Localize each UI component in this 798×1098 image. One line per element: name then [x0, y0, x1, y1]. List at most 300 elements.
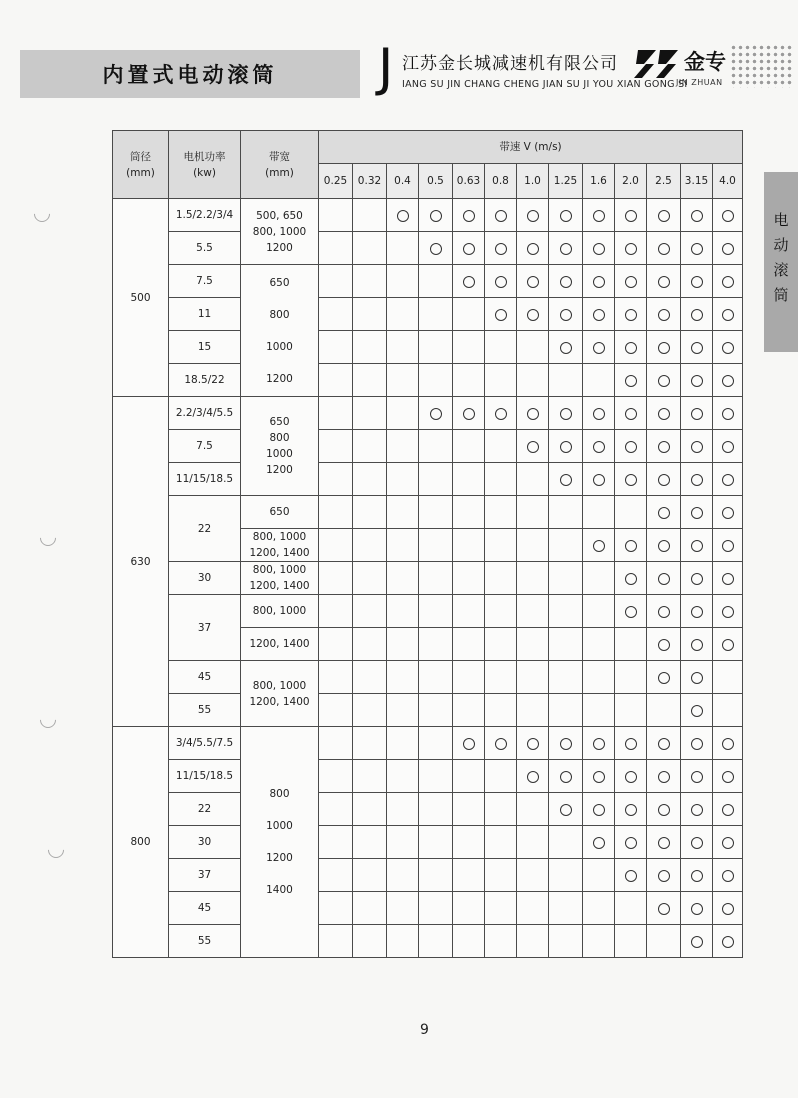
speed-mark-cell — [583, 265, 615, 298]
speed-mark-cell — [681, 199, 713, 232]
speed-mark-cell — [419, 397, 453, 430]
speed-mark-cell — [615, 595, 647, 628]
speed-mark-cell — [517, 199, 549, 232]
speed-mark-cell — [615, 265, 647, 298]
speed-mark-cell — [319, 232, 353, 265]
speed-mark-cell — [387, 595, 419, 628]
speed-mark-cell — [517, 595, 549, 628]
speed-mark-cell — [713, 496, 743, 529]
speed-mark-cell — [387, 892, 419, 925]
speed-mark-cell — [319, 628, 353, 661]
available-circle-icon — [691, 639, 703, 651]
available-circle-icon — [722, 243, 734, 255]
speed-mark-cell — [713, 463, 743, 496]
available-circle-icon — [658, 441, 670, 453]
speed-mark-cell — [549, 463, 583, 496]
speed-mark-cell — [549, 364, 583, 397]
speed-mark-cell — [583, 661, 615, 694]
speed-mark-cell — [549, 793, 583, 826]
available-circle-icon — [625, 738, 637, 750]
speed-mark-cell — [549, 232, 583, 265]
available-circle-icon — [658, 804, 670, 816]
speed-mark-cell — [517, 397, 549, 430]
speed-mark-cell — [419, 925, 453, 958]
speed-mark-cell — [485, 925, 517, 958]
available-circle-icon — [593, 474, 605, 486]
speed-mark-cell — [353, 892, 387, 925]
speed-mark-cell — [453, 859, 485, 892]
speed-mark-cell — [615, 496, 647, 529]
speed-value: 0.5 — [419, 164, 453, 199]
speed-mark-cell — [647, 793, 681, 826]
speed-mark-cell — [387, 694, 419, 727]
speed-mark-cell — [453, 562, 485, 595]
speed-mark-cell — [319, 298, 353, 331]
speed-mark-cell — [549, 727, 583, 760]
speed-mark-cell — [319, 826, 353, 859]
width-cell: 800, 1000 1200, 1400 — [241, 661, 319, 727]
available-circle-icon — [495, 210, 507, 222]
speed-mark-cell — [647, 628, 681, 661]
speed-mark-cell — [353, 463, 387, 496]
speed-mark-cell — [583, 694, 615, 727]
speed-mark-cell — [713, 826, 743, 859]
speed-mark-cell — [387, 859, 419, 892]
speed-mark-cell — [713, 562, 743, 595]
speed-mark-cell — [453, 463, 485, 496]
available-circle-icon — [560, 738, 572, 750]
speed-mark-cell — [583, 760, 615, 793]
speed-mark-cell — [485, 265, 517, 298]
available-circle-icon — [722, 276, 734, 288]
speed-mark-cell — [353, 859, 387, 892]
speed-mark-cell — [387, 364, 419, 397]
logo-text-cn: 金专 — [684, 50, 726, 74]
speed-mark-cell — [647, 298, 681, 331]
available-circle-icon — [691, 771, 703, 783]
speed-mark-cell — [713, 430, 743, 463]
speed-mark-cell — [549, 661, 583, 694]
speed-mark-cell — [485, 595, 517, 628]
speed-mark-cell — [387, 529, 419, 562]
speed-mark-cell — [713, 331, 743, 364]
speed-mark-cell — [647, 826, 681, 859]
available-circle-icon — [527, 738, 539, 750]
speed-mark-cell — [517, 793, 549, 826]
table-row — [113, 595, 743, 628]
speed-value: 0.4 — [387, 164, 419, 199]
speed-mark-cell — [387, 496, 419, 529]
available-circle-icon — [691, 870, 703, 882]
available-circle-icon — [560, 210, 572, 222]
speed-mark-cell — [681, 496, 713, 529]
available-circle-icon — [625, 342, 637, 354]
available-circle-icon — [430, 210, 442, 222]
speed-mark-cell — [713, 364, 743, 397]
power-cell: 55 — [169, 694, 241, 727]
speed-mark-cell — [353, 694, 387, 727]
speed-mark-cell — [549, 265, 583, 298]
speed-mark-cell — [485, 562, 517, 595]
speed-mark-cell — [647, 859, 681, 892]
speed-mark-cell — [517, 727, 549, 760]
available-circle-icon — [430, 408, 442, 420]
speed-mark-cell — [353, 331, 387, 364]
speed-mark-cell — [647, 694, 681, 727]
speed-mark-cell — [713, 298, 743, 331]
available-circle-icon — [625, 243, 637, 255]
speed-mark-cell — [419, 793, 453, 826]
speed-mark-cell — [419, 661, 453, 694]
speed-mark-cell — [485, 694, 517, 727]
speed-mark-cell — [681, 265, 713, 298]
available-circle-icon — [691, 441, 703, 453]
speed-mark-cell — [419, 265, 453, 298]
available-circle-icon — [560, 804, 572, 816]
available-circle-icon — [722, 837, 734, 849]
width-cell: 650 800 1000 1200 — [241, 397, 319, 496]
speed-mark-cell — [549, 298, 583, 331]
speed-mark-cell — [319, 925, 353, 958]
speed-mark-cell — [453, 364, 485, 397]
speed-mark-cell — [453, 595, 485, 628]
speed-mark-cell — [517, 760, 549, 793]
speed-mark-cell — [615, 826, 647, 859]
available-circle-icon — [658, 507, 670, 519]
speed-mark-cell — [647, 265, 681, 298]
power-cell: 5.5 — [169, 232, 241, 265]
available-circle-icon — [658, 210, 670, 222]
available-circle-icon — [625, 771, 637, 783]
available-circle-icon — [658, 540, 670, 552]
speed-mark-cell — [583, 496, 615, 529]
speed-mark-cell — [387, 430, 419, 463]
speed-mark-cell — [615, 430, 647, 463]
available-circle-icon — [463, 210, 475, 222]
speed-mark-cell — [615, 859, 647, 892]
table-row — [113, 463, 743, 496]
available-circle-icon — [658, 771, 670, 783]
speed-mark-cell — [387, 265, 419, 298]
speed-mark-cell — [453, 232, 485, 265]
speed-mark-cell — [387, 826, 419, 859]
company-name-en: IANG SU JIN CHANG CHENG JIAN SU JI YOU XIAN GONG SI — [402, 79, 688, 90]
speed-value: 2.0 — [615, 164, 647, 199]
speed-mark-cell — [319, 364, 353, 397]
speed-mark-cell — [419, 628, 453, 661]
speed-mark-cell — [517, 661, 549, 694]
available-circle-icon — [593, 441, 605, 453]
table-row — [113, 397, 743, 430]
power-cell: 11/15/18.5 — [169, 760, 241, 793]
power-cell: 11/15/18.5 — [169, 463, 241, 496]
speed-mark-cell — [647, 496, 681, 529]
speed-mark-cell — [681, 628, 713, 661]
speed-mark-cell — [713, 628, 743, 661]
speed-mark-cell — [387, 397, 419, 430]
power-cell: 7.5 — [169, 430, 241, 463]
speed-mark-cell — [419, 199, 453, 232]
speed-mark-cell — [453, 397, 485, 430]
speed-mark-cell — [713, 232, 743, 265]
available-circle-icon — [691, 309, 703, 321]
available-circle-icon — [722, 441, 734, 453]
speed-mark-cell — [353, 925, 387, 958]
table-row — [113, 793, 743, 826]
available-circle-icon — [658, 474, 670, 486]
speed-mark-cell — [615, 298, 647, 331]
speed-mark-cell — [419, 562, 453, 595]
speed-mark-cell — [485, 496, 517, 529]
available-circle-icon — [495, 738, 507, 750]
speed-mark-cell — [615, 892, 647, 925]
available-circle-icon — [722, 936, 734, 948]
speed-mark-cell — [583, 826, 615, 859]
speed-mark-cell — [319, 793, 353, 826]
speed-mark-cell — [647, 727, 681, 760]
speed-mark-cell — [453, 892, 485, 925]
available-circle-icon — [691, 540, 703, 552]
speed-mark-cell — [353, 595, 387, 628]
speed-mark-cell — [713, 595, 743, 628]
width-cell: 1200, 1400 — [241, 628, 319, 661]
logo-text-en: JIN ZHUAN — [676, 78, 723, 87]
speed-mark-cell — [517, 892, 549, 925]
company-logo-icon — [632, 46, 688, 80]
available-circle-icon — [691, 276, 703, 288]
power-cell: 22 — [169, 793, 241, 826]
table-row — [113, 925, 743, 958]
page-number: 9 — [420, 1022, 429, 1038]
speed-mark-cell — [319, 397, 353, 430]
available-circle-icon — [560, 342, 572, 354]
speed-mark-cell — [549, 430, 583, 463]
available-circle-icon — [527, 441, 539, 453]
available-circle-icon — [658, 837, 670, 849]
available-circle-icon — [625, 276, 637, 288]
available-circle-icon — [691, 474, 703, 486]
available-circle-icon — [658, 738, 670, 750]
speed-mark-cell — [419, 694, 453, 727]
speed-mark-cell — [319, 199, 353, 232]
speed-mark-cell — [681, 826, 713, 859]
speed-mark-cell — [485, 628, 517, 661]
speed-mark-cell — [549, 628, 583, 661]
speed-mark-cell — [387, 199, 419, 232]
speed-mark-cell — [517, 496, 549, 529]
speed-mark-cell — [517, 562, 549, 595]
speed-mark-cell — [453, 694, 485, 727]
speed-mark-cell — [583, 298, 615, 331]
speed-mark-cell — [485, 331, 517, 364]
available-circle-icon — [463, 243, 475, 255]
width-cell: 800, 1000 1200, 1400 — [241, 562, 319, 595]
available-circle-icon — [722, 606, 734, 618]
speed-mark-cell — [453, 298, 485, 331]
speed-mark-cell — [517, 694, 549, 727]
power-cell: 15 — [169, 331, 241, 364]
speed-value: 0.25 — [319, 164, 353, 199]
available-circle-icon — [722, 342, 734, 354]
width-cell: 650 800 1000 1200 — [241, 265, 319, 397]
speed-mark-cell — [319, 727, 353, 760]
speed-mark-cell — [353, 826, 387, 859]
speed-mark-cell — [419, 826, 453, 859]
speed-mark-cell — [485, 397, 517, 430]
speed-mark-cell — [387, 232, 419, 265]
speed-mark-cell — [517, 298, 549, 331]
speed-value: 0.63 — [453, 164, 485, 199]
speed-mark-cell — [681, 331, 713, 364]
speed-mark-cell — [681, 298, 713, 331]
speed-mark-cell — [517, 265, 549, 298]
available-circle-icon — [527, 243, 539, 255]
speed-mark-cell — [647, 232, 681, 265]
available-circle-icon — [658, 408, 670, 420]
available-circle-icon — [593, 804, 605, 816]
speed-mark-cell — [681, 463, 713, 496]
speed-mark-cell — [453, 826, 485, 859]
table-row — [113, 298, 743, 331]
speed-value: 1.0 — [517, 164, 549, 199]
available-circle-icon — [691, 804, 703, 816]
speed-mark-cell — [453, 760, 485, 793]
available-circle-icon — [625, 474, 637, 486]
available-circle-icon — [658, 903, 670, 915]
side-section-tab — [764, 172, 798, 352]
available-circle-icon — [560, 408, 572, 420]
available-circle-icon — [658, 342, 670, 354]
speed-mark-cell — [681, 694, 713, 727]
speed-mark-cell — [517, 925, 549, 958]
speed-mark-cell — [713, 397, 743, 430]
table-row — [113, 430, 743, 463]
table-row — [113, 826, 743, 859]
power-cell: 7.5 — [169, 265, 241, 298]
available-circle-icon — [625, 375, 637, 387]
speed-mark-cell — [485, 430, 517, 463]
speed-mark-cell — [583, 397, 615, 430]
speed-mark-cell — [583, 463, 615, 496]
punch-hole-mark — [37, 527, 60, 550]
available-circle-icon — [722, 375, 734, 387]
speed-mark-cell — [615, 793, 647, 826]
available-circle-icon — [625, 408, 637, 420]
speed-mark-cell — [583, 727, 615, 760]
available-circle-icon — [463, 738, 475, 750]
speed-mark-cell — [517, 331, 549, 364]
available-circle-icon — [495, 243, 507, 255]
speed-mark-cell — [485, 760, 517, 793]
available-circle-icon — [691, 936, 703, 948]
speed-mark-cell — [453, 793, 485, 826]
speed-mark-cell — [681, 859, 713, 892]
speed-mark-cell — [517, 859, 549, 892]
speed-mark-cell — [615, 628, 647, 661]
table-row — [113, 199, 743, 232]
speed-mark-cell — [583, 859, 615, 892]
available-circle-icon — [691, 606, 703, 618]
table-row — [113, 364, 743, 397]
speed-mark-cell — [549, 826, 583, 859]
speed-mark-cell — [713, 694, 743, 727]
speed-mark-cell — [517, 628, 549, 661]
available-circle-icon — [463, 276, 475, 288]
punch-hole-mark — [31, 203, 54, 226]
speed-mark-cell — [353, 199, 387, 232]
available-circle-icon — [560, 309, 572, 321]
speed-mark-cell — [353, 529, 387, 562]
speed-mark-cell — [353, 430, 387, 463]
speed-mark-cell — [549, 397, 583, 430]
speed-mark-cell — [647, 430, 681, 463]
speed-mark-cell — [485, 826, 517, 859]
speed-mark-cell — [615, 562, 647, 595]
available-circle-icon — [560, 474, 572, 486]
speed-mark-cell — [681, 232, 713, 265]
speed-mark-cell — [485, 298, 517, 331]
speed-mark-cell — [583, 892, 615, 925]
speed-mark-cell — [319, 595, 353, 628]
diameter-cell: 500 — [113, 199, 169, 397]
power-cell: 2.2/3/4/5.5 — [169, 397, 241, 430]
power-cell: 55 — [169, 925, 241, 958]
table-row — [113, 727, 743, 760]
speed-mark-cell — [353, 760, 387, 793]
speed-mark-cell — [681, 529, 713, 562]
available-circle-icon — [560, 276, 572, 288]
speed-mark-cell — [353, 364, 387, 397]
available-circle-icon — [691, 903, 703, 915]
speed-mark-cell — [353, 496, 387, 529]
speed-mark-cell — [453, 265, 485, 298]
speed-value: 1.25 — [549, 164, 583, 199]
available-circle-icon — [527, 408, 539, 420]
speed-mark-cell — [453, 199, 485, 232]
speed-mark-cell — [583, 793, 615, 826]
power-cell: 37 — [169, 859, 241, 892]
speed-mark-cell — [387, 925, 419, 958]
speed-mark-cell — [485, 892, 517, 925]
width-cell: 500, 650 800, 1000 1200 — [241, 199, 319, 265]
speed-mark-cell — [517, 430, 549, 463]
page-title-band — [20, 50, 360, 98]
available-circle-icon — [625, 804, 637, 816]
speed-mark-cell — [583, 364, 615, 397]
speed-mark-cell — [549, 859, 583, 892]
available-circle-icon — [691, 375, 703, 387]
speed-mark-cell — [353, 793, 387, 826]
speed-mark-cell — [647, 595, 681, 628]
speed-mark-cell — [387, 331, 419, 364]
available-circle-icon — [625, 573, 637, 585]
speed-mark-cell — [419, 727, 453, 760]
speed-mark-cell — [319, 463, 353, 496]
available-circle-icon — [593, 342, 605, 354]
speed-mark-cell — [615, 925, 647, 958]
width-header: 带宽 (mm) — [241, 131, 319, 199]
available-circle-icon — [625, 870, 637, 882]
speed-mark-cell — [419, 859, 453, 892]
page-title: 内置式电动滚筒 — [102, 63, 278, 87]
speed-mark-cell — [453, 529, 485, 562]
available-circle-icon — [593, 276, 605, 288]
speed-mark-cell — [485, 793, 517, 826]
table-row — [113, 694, 743, 727]
available-circle-icon — [625, 210, 637, 222]
available-circle-icon — [691, 342, 703, 354]
speed-mark-cell — [583, 430, 615, 463]
